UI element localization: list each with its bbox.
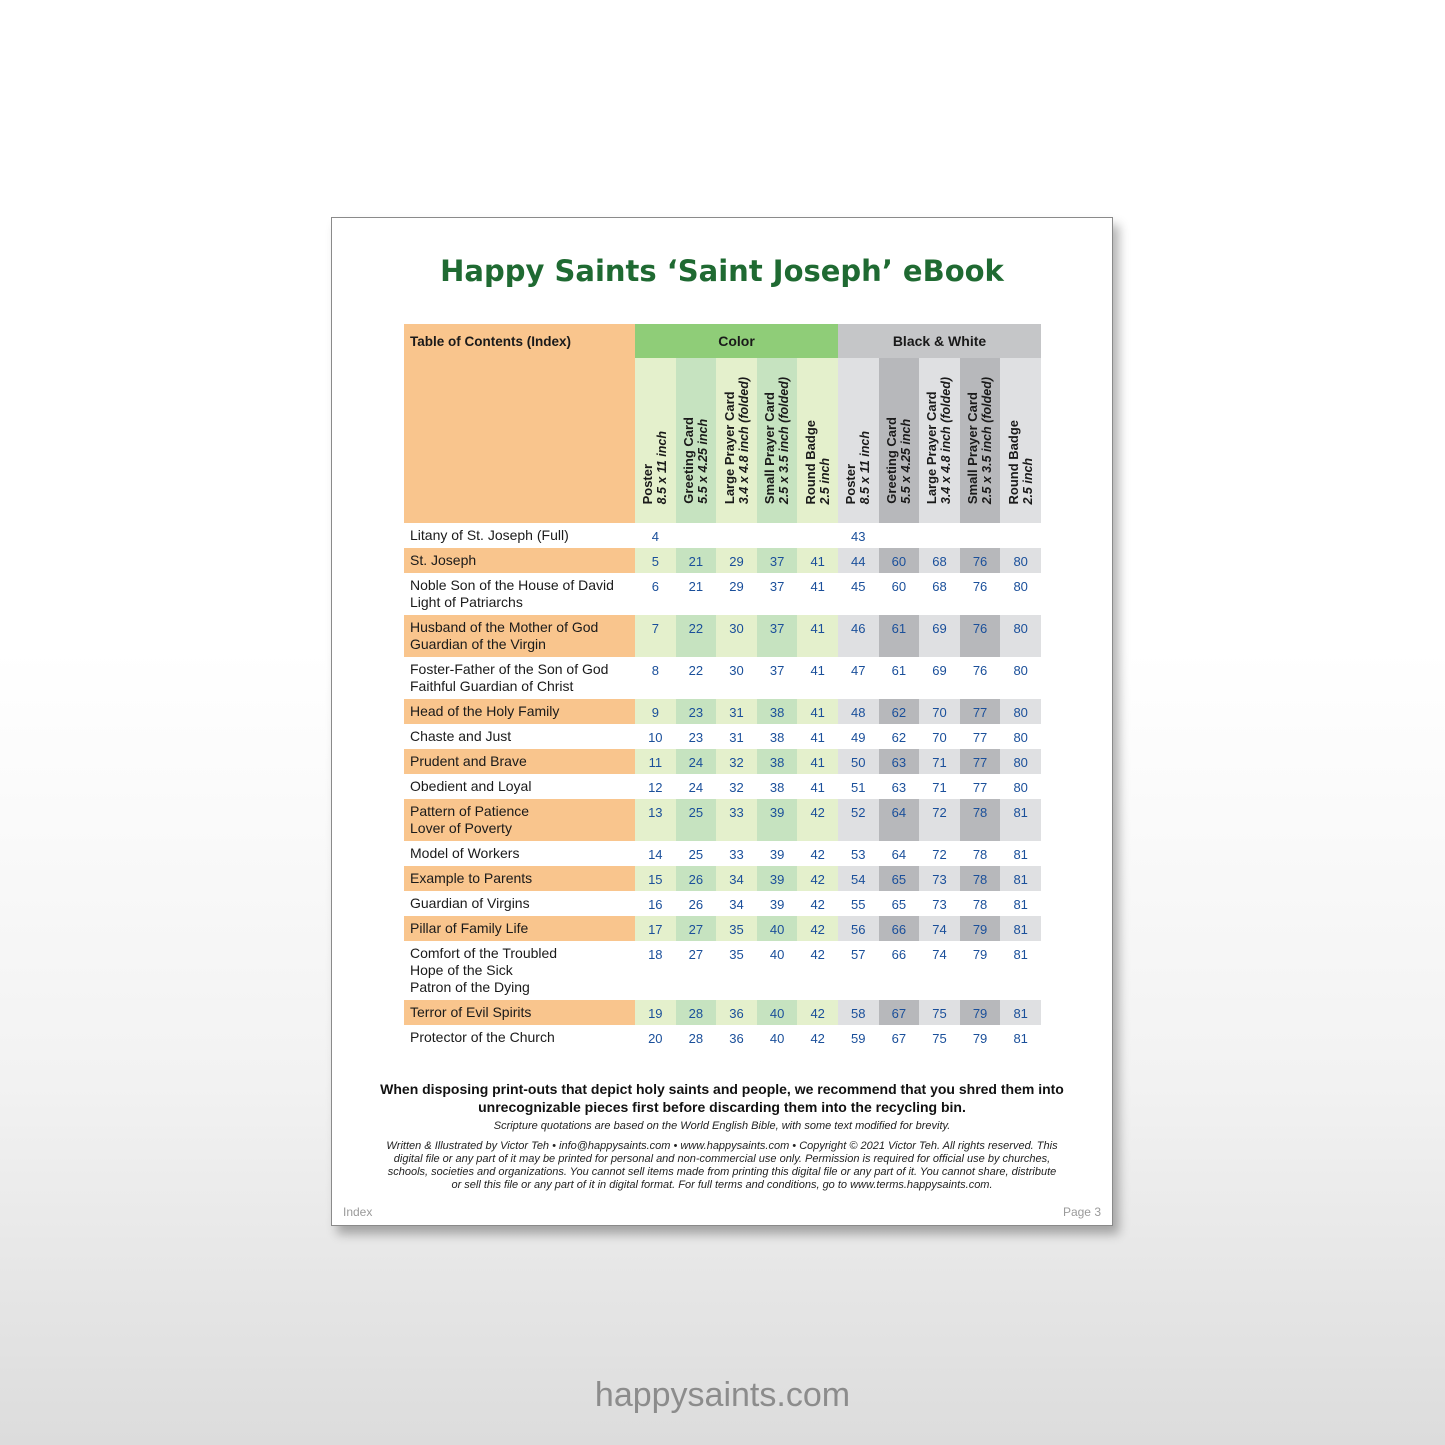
page-number-cell: 81 (1013, 847, 1028, 862)
page-number-cell: 20 (648, 1031, 663, 1046)
page-number-cell: 73 (919, 866, 960, 891)
page-number-cell: 66 (879, 916, 920, 941)
row-label: Prudent and Brave (404, 749, 635, 774)
page-number-cell: 25 (688, 847, 704, 862)
table-row (404, 548, 1041, 573)
table-row (404, 841, 1041, 866)
page-number-cell: 63 (879, 749, 920, 774)
row-label: Pillar of Family Life (404, 916, 635, 941)
page-number-cell: 79 (960, 1000, 1001, 1025)
page-number-cell: 77 (960, 699, 1001, 724)
page-number-cell: 32 (729, 780, 744, 795)
page-number-cell: 80 (1013, 663, 1028, 678)
page-number-cell: 17 (635, 916, 676, 941)
table-row (404, 941, 1041, 1000)
page-number-cell: 80 (1013, 780, 1028, 795)
page-number-cell: 53 (851, 847, 866, 862)
page-number-cell: 14 (648, 847, 663, 862)
table-row (404, 866, 1041, 891)
page-number-cell: 51 (851, 780, 866, 795)
page-number-cell: 36 (716, 1000, 757, 1025)
row-label: Noble Son of the House of David Light of Patriarchs (410, 577, 614, 610)
page-number-cell: 41 (810, 730, 825, 745)
page-number-cell: 78 (972, 897, 988, 912)
column-header-size: 2.5 x 3.5 inch (folded) (777, 376, 792, 504)
page-number-cell: 42 (810, 947, 825, 962)
page-number-cell: 64 (879, 799, 920, 841)
column-header (716, 358, 757, 523)
row-label: Chaste and Just (410, 728, 512, 744)
page-number-cell: 19 (635, 1000, 676, 1025)
column-header (757, 358, 798, 523)
page-number-cell: 79 (960, 916, 1001, 941)
page-number-cell: 33 (729, 847, 744, 862)
page-number-cell: 24 (676, 749, 717, 774)
page-number-cell: 39 (757, 866, 798, 891)
page-number-cell: 13 (635, 799, 676, 841)
page-number-cell: 55 (851, 897, 866, 912)
page-number-cell: 66 (891, 947, 907, 962)
page-number-cell: 76 (960, 615, 1001, 657)
page-number-cell: 69 (932, 663, 947, 678)
page-number-cell: 81 (1000, 916, 1041, 941)
page-number-cell: 42 (797, 799, 838, 841)
row-label: Litany of St. Joseph (Full) (410, 527, 569, 543)
page-number-cell: 47 (851, 663, 866, 678)
row-label: Foster-Father of the Son of God Faithful Guardian of Christ (410, 661, 609, 694)
page-number-cell: 75 (919, 1000, 960, 1025)
page-number-cell: 42 (810, 897, 825, 912)
page-number-cell: 12 (648, 780, 663, 795)
page-number-cell: 11 (635, 749, 676, 774)
page-number-cell (919, 523, 960, 548)
page-number-cell: 44 (838, 548, 879, 573)
page-number-cell: 60 (879, 548, 920, 573)
column-header-size: 5.5 x 4.25 inch (898, 419, 913, 504)
page-number-cell: 8 (651, 663, 659, 678)
site-watermark: happysaints.com (594, 1376, 851, 1414)
page-number-cell: 18 (648, 947, 663, 962)
page-number-cell: 78 (960, 799, 1001, 841)
page-number-cell: 81 (1013, 947, 1028, 962)
page-number-cell: 79 (972, 947, 988, 962)
page-number-cell: 78 (972, 847, 988, 862)
page-number-cell: 72 (932, 847, 947, 862)
table-row (404, 724, 1041, 749)
page-number-cell: 80 (1013, 579, 1028, 594)
row-label: Head of the Holy Family (404, 699, 635, 724)
column-header (1000, 358, 1041, 523)
page-number-cell: 78 (960, 866, 1001, 891)
page-number-cell: 80 (1000, 699, 1041, 724)
column-header (635, 358, 676, 523)
page-number-cell: 28 (676, 1000, 717, 1025)
page-number-cell: 26 (676, 866, 717, 891)
page-number-cell: 74 (932, 947, 947, 962)
page-number-cell: 16 (648, 897, 663, 912)
page-number-cell (797, 523, 838, 548)
page-number-cell: 76 (972, 579, 988, 594)
row-label: Obedient and Loyal (410, 778, 532, 794)
page-number-cell: 81 (1000, 1000, 1041, 1025)
table-row (404, 523, 1041, 548)
table-row (404, 615, 1041, 657)
disposal-notice: When disposing print-outs that depict holy saints and people, we recommend that you shred them into unrecognizable pieces first before discarding them into the recycling bin. (380, 1081, 1064, 1115)
page-number-cell: 42 (810, 1031, 825, 1046)
page-number-cell: 81 (1013, 897, 1028, 912)
row-label: Model of Workers (410, 845, 520, 861)
page-number-cell: 35 (729, 947, 744, 962)
page-number-cell: 25 (676, 799, 717, 841)
row-label: Pattern of Patience Lover of Poverty (404, 799, 635, 841)
table-row (404, 657, 1041, 699)
page-number-cell (960, 523, 1001, 548)
page-number-cell: 30 (716, 615, 757, 657)
column-header-size: 2.5 x 3.5 inch (folded) (980, 376, 995, 504)
page-number-cell: 38 (757, 699, 798, 724)
page-number-cell: 33 (716, 799, 757, 841)
page-number-cell: 67 (891, 1031, 907, 1046)
page-number-cell (676, 523, 717, 548)
page-number-cell: 71 (932, 780, 947, 795)
column-header-name: Large Prayer Card (721, 391, 737, 504)
table-row (404, 891, 1041, 916)
table-row (404, 573, 1041, 615)
row-label: St. Joseph (404, 548, 635, 573)
column-header (676, 358, 717, 523)
footer-section-label: Index (343, 1205, 373, 1219)
page-number-cell: 63 (891, 780, 907, 795)
table-row (404, 1000, 1041, 1025)
row-label: Protector of the Church (410, 1029, 555, 1045)
page-number-cell: 42 (810, 847, 825, 862)
page-number-cell: 68 (919, 548, 960, 573)
page-number-cell: 39 (769, 897, 785, 912)
page-number-cell: 41 (810, 663, 825, 678)
page-number-cell: 71 (919, 749, 960, 774)
column-header-name: Round Badge (1005, 419, 1021, 504)
page-number-cell: 31 (729, 730, 744, 745)
page-number-cell: 9 (635, 699, 676, 724)
page-number-cell: 81 (1000, 799, 1041, 841)
page-number-cell: 26 (688, 897, 704, 912)
page-number-cell: 64 (891, 847, 907, 862)
page-number-cell: 43 (851, 529, 866, 544)
column-header-size: 3.4 x 4.8 inch (folded) (939, 376, 954, 504)
page-number-cell: 34 (716, 866, 757, 891)
column-header-name: Round Badge (802, 419, 818, 504)
page-number-cell: 65 (879, 866, 920, 891)
page-number-cell: 36 (729, 1031, 744, 1046)
page-number-cell: 40 (769, 947, 785, 962)
page-number-cell: 27 (676, 916, 717, 941)
page-number-cell: 74 (919, 916, 960, 941)
column-header-name: Poster (843, 463, 859, 504)
table-row (404, 799, 1041, 841)
table-row (404, 1025, 1041, 1050)
page-number-cell: 62 (891, 730, 907, 745)
page-number-cell: 77 (972, 780, 988, 795)
page-number-cell: 62 (879, 699, 920, 724)
page-number-cell: 39 (769, 847, 785, 862)
page-number-cell: 42 (797, 866, 838, 891)
page-number-cell: 34 (729, 897, 744, 912)
page-number-cell: 30 (729, 663, 744, 678)
page-number-cell: 72 (919, 799, 960, 841)
page-number-cell: 70 (932, 730, 947, 745)
table-row (404, 774, 1041, 799)
page-number-cell: 41 (797, 615, 838, 657)
table-label-header: Table of Contents (Index) (404, 324, 635, 523)
page-number-cell: 42 (797, 1000, 838, 1025)
ebook-page (331, 217, 1113, 1226)
page-number-cell: 54 (838, 866, 879, 891)
page-number-cell: 15 (635, 866, 676, 891)
column-header-size: 2.5 inch (1020, 457, 1035, 504)
row-label: Guardian of Virgins (410, 895, 530, 911)
page-number-cell: 67 (879, 1000, 920, 1025)
page-number-cell: 76 (960, 548, 1001, 573)
page-number-cell: 40 (757, 1000, 798, 1025)
page-number-cell: 31 (716, 699, 757, 724)
page-number-cell: 10 (648, 730, 663, 745)
page-number-cell: 21 (676, 548, 717, 573)
page-number-cell: 70 (919, 699, 960, 724)
footer-page-number: Page 3 (1062, 1205, 1101, 1219)
page-number-cell: 79 (972, 1031, 988, 1046)
column-header (879, 358, 920, 523)
page-number-cell: 23 (688, 730, 704, 745)
page-number-cell: 81 (1013, 1031, 1028, 1046)
page-number-cell: 56 (838, 916, 879, 941)
page-number-cell: 41 (797, 548, 838, 573)
page-number-cell: 50 (838, 749, 879, 774)
column-header-name: Small Prayer Card (762, 391, 778, 504)
column-header-size: 2.5 inch (817, 457, 832, 504)
page-number-cell (1000, 523, 1041, 548)
page-number-cell: 60 (891, 579, 907, 594)
table-row (404, 749, 1041, 774)
page-number-cell: 23 (676, 699, 717, 724)
page-number-cell: 48 (838, 699, 879, 724)
column-header (838, 358, 879, 523)
page-number-cell: 22 (676, 615, 717, 657)
column-header-name: Greeting Card (680, 417, 696, 504)
table-row (404, 916, 1041, 941)
page-number-cell: 61 (879, 615, 920, 657)
page-number-cell: 69 (919, 615, 960, 657)
page-number-cell: 29 (729, 579, 744, 594)
page-number-cell: 37 (757, 548, 798, 573)
page-number-cell: 80 (1000, 749, 1041, 774)
column-header-name: Greeting Card (883, 417, 899, 504)
page-number-cell: 57 (851, 947, 866, 962)
page-number-cell: 40 (769, 1031, 785, 1046)
page-number-cell: 38 (769, 730, 785, 745)
page-number-cell: 58 (838, 1000, 879, 1025)
page-number-cell: 27 (688, 947, 704, 962)
page-number-cell: 42 (797, 916, 838, 941)
page-number-cell: 39 (757, 799, 798, 841)
copyright-credits: Written & Illustrated by Victor Teh • info@happysaints.com • www.happysaints.com • Copyright © 2021 Victor Teh. All rights reserved. This digital file or any part of it may be printed for personal and non-commercial use only. Permission is required for official use by churches, schools, societies and organizations. You cannot sell items made from printing this digital file or any part of it. You cannot share, distribute or sell this file or any part of it in digital format. For full terms and conditions, go to www.terms.happysaints.com. (386, 1140, 1058, 1191)
scripture-note: Scripture quotations are based on the World English Bible, with some text modified for brevity. (493, 1120, 951, 1132)
row-label: Comfort of the Troubled Hope of the Sick Patron of the Dying (410, 945, 558, 995)
page-number-cell: 38 (757, 749, 798, 774)
page-number-cell (716, 523, 757, 548)
row-label: Example to Parents (404, 866, 635, 891)
page-number-cell: 40 (757, 916, 798, 941)
page-number-cell: 77 (960, 749, 1001, 774)
page-number-cell: 21 (688, 579, 704, 594)
page-number-cell: 52 (838, 799, 879, 841)
page-number-cell: 76 (972, 663, 988, 678)
bw-group-header: Black & White (838, 324, 1041, 358)
page-number-cell: 75 (932, 1031, 947, 1046)
page-title: Happy Saints ‘Saint Joseph’ eBook (440, 254, 1004, 288)
table-row (404, 699, 1041, 724)
page-number-cell: 24 (688, 780, 704, 795)
page-number-cell: 81 (1000, 866, 1041, 891)
page-number-cell (757, 523, 798, 548)
page-number-cell: 41 (797, 699, 838, 724)
column-header-size: 3.4 x 4.8 inch (folded) (736, 376, 751, 504)
page-number-cell: 80 (1000, 615, 1041, 657)
page-number-cell: 32 (716, 749, 757, 774)
page-number-cell: 68 (932, 579, 947, 594)
column-header-name: Poster (640, 463, 656, 504)
page-number-cell: 73 (932, 897, 947, 912)
page-number-cell: 35 (716, 916, 757, 941)
column-header-name: Small Prayer Card (965, 391, 981, 504)
page-number-cell: 65 (891, 897, 907, 912)
page-number-cell: 5 (635, 548, 676, 573)
page-number-cell: 37 (757, 615, 798, 657)
page-number-cell: 80 (1013, 730, 1028, 745)
page-number-cell: 80 (1000, 548, 1041, 573)
page-number-cell: 59 (851, 1031, 866, 1046)
page-number-cell: 38 (769, 780, 785, 795)
page-number-cell: 45 (851, 579, 866, 594)
column-header (960, 358, 1001, 523)
page-number-cell: 22 (688, 663, 704, 678)
index-table (404, 324, 1041, 1050)
page-number-cell: 28 (688, 1031, 704, 1046)
page-number-cell: 49 (851, 730, 866, 745)
page-number-cell: 4 (651, 529, 659, 544)
page-number-cell: 29 (716, 548, 757, 573)
row-label: Terror of Evil Spirits (404, 1000, 635, 1025)
page-number-cell: 37 (769, 663, 785, 678)
page-number-cell (879, 523, 920, 548)
column-header (797, 358, 838, 523)
column-header-size: 8.5 x 11 inch (655, 430, 670, 504)
column-header-name: Large Prayer Card (924, 391, 940, 504)
color-group-header: Color (635, 324, 838, 358)
row-label: Husband of the Mother of God Guardian of the Virgin (404, 615, 635, 657)
page-number-cell: 77 (972, 730, 988, 745)
page-number-cell: 41 (810, 579, 825, 594)
page-number-cell: 7 (635, 615, 676, 657)
page-number-cell: 41 (797, 749, 838, 774)
column-header-size: 8.5 x 11 inch (858, 430, 873, 504)
page-number-cell: 37 (769, 579, 785, 594)
column-header (919, 358, 960, 523)
page-number-cell: 61 (891, 663, 907, 678)
page-number-cell: 46 (838, 615, 879, 657)
page-number-cell: 41 (810, 780, 825, 795)
column-header-size: 5.5 x 4.25 inch (695, 419, 710, 504)
page-number-cell: 6 (651, 579, 659, 594)
